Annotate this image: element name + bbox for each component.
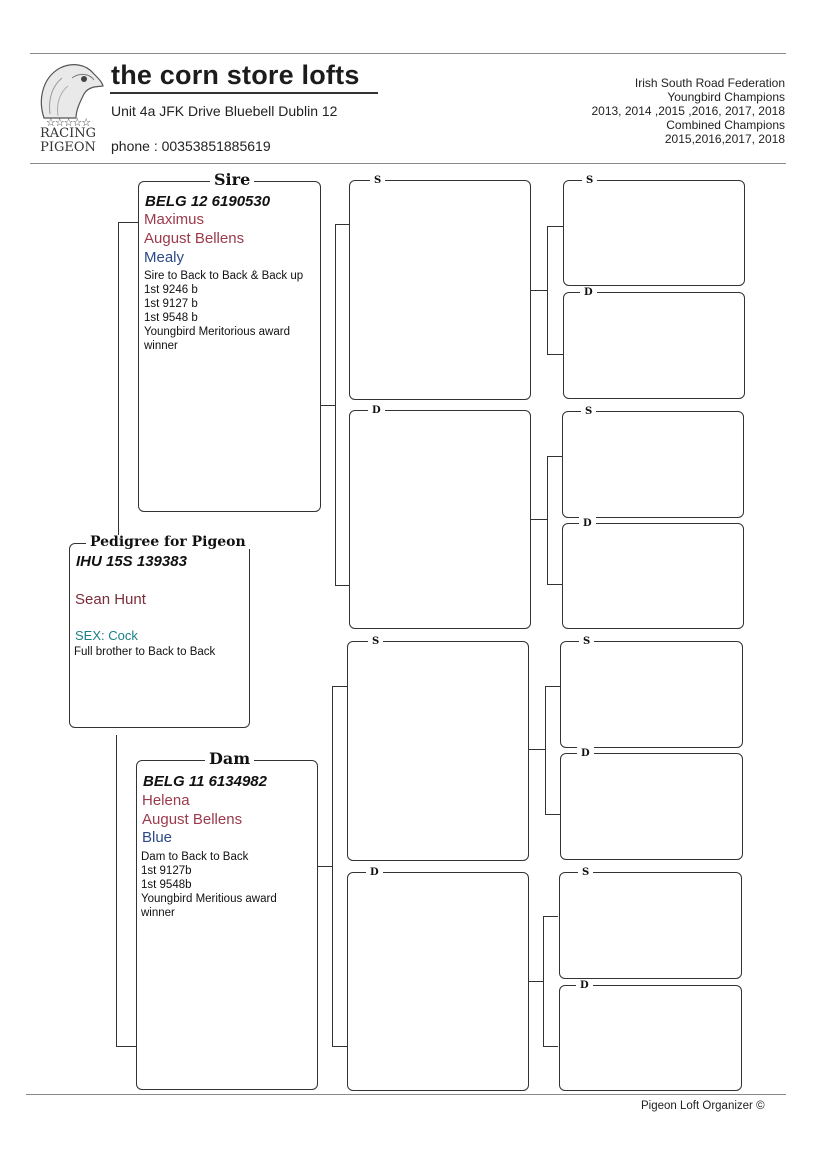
connector [531, 290, 547, 291]
connector [543, 916, 544, 1046]
achievements [485, 76, 785, 146]
logo-line2: PIGEON [40, 140, 96, 155]
connector [545, 686, 546, 814]
ss-sire-tag: S [582, 174, 597, 188]
dam-sire-card [347, 641, 529, 861]
ss-dam-tag: D [580, 286, 597, 300]
dd-dam-tag: D [576, 979, 593, 993]
ss-dam-card [563, 292, 745, 399]
dam-note-line: 1st 9127b [141, 865, 192, 877]
dam-breeder: August Bellens [142, 811, 243, 828]
ds-dam-card [560, 753, 743, 860]
achievement-line: Youngbird Champions [667, 90, 785, 104]
sire-name: Maximus [144, 211, 205, 228]
sire-note-line: Sire to Back to Back & Back up [144, 270, 304, 282]
dd-sire-card [559, 872, 742, 979]
connector [332, 1046, 347, 1047]
footer-credit: Pigeon Loft Organizer © [641, 1100, 765, 1112]
ds-dam-tag: D [577, 747, 594, 761]
sd-sire-tag: S [581, 405, 596, 419]
connector [529, 749, 545, 750]
achievement-line: 2013, 2014 ,2015 ,2016, 2017, 2018 [591, 104, 785, 118]
sire-note-line: 1st 9548 b [144, 312, 198, 324]
loft-address: Unit 4a JFK Drive Bluebell Dublin 12 [111, 103, 338, 119]
sire-note-line: Youngbird Meritorious award [144, 326, 290, 338]
connector [118, 222, 119, 544]
sire-label: Sire [210, 173, 254, 187]
sire-note-line: winner [144, 340, 178, 352]
subject-note: Full brother to Back to Back [74, 646, 216, 658]
connector [531, 519, 547, 520]
dam-dam-tag: D [366, 866, 383, 880]
connector [116, 1046, 136, 1047]
connector [547, 456, 562, 457]
dam-notes [141, 850, 317, 920]
sire-card [138, 181, 321, 512]
subject-owner: Sean Hunt [75, 591, 146, 608]
sd-sire-card [562, 411, 744, 518]
header-top-rule [30, 53, 786, 54]
connector [118, 222, 138, 223]
loft-name-underline [110, 92, 378, 94]
footer-rule [26, 1094, 786, 1095]
connector [335, 585, 349, 586]
dd-sire-tag: S [578, 866, 593, 880]
loft-name: the corn store lofts [111, 60, 360, 90]
logo-stars: ☆☆☆☆☆ [45, 116, 91, 129]
ss-sire-card [563, 180, 745, 286]
connector [529, 981, 543, 982]
connector [332, 686, 347, 687]
racing-pigeon-logo [32, 60, 104, 156]
connector [335, 224, 349, 225]
connector [321, 405, 335, 406]
achievement-line: Combined Champions [666, 118, 785, 132]
dam-note-line: winner [141, 907, 175, 919]
connector [545, 686, 560, 687]
dam-note-line: Dam to Back to Back [141, 851, 249, 863]
dam-ring-number: BELG 11 6134982 [143, 773, 267, 790]
dam-note-line: Youngbird Meritious award [141, 893, 277, 905]
pigeon-head-icon [32, 60, 104, 120]
connector [543, 916, 558, 917]
dam-note-line: 1st 9548b [141, 879, 192, 891]
connector [116, 735, 117, 1047]
connector [545, 814, 560, 815]
sd-dam-card [562, 523, 744, 629]
sire-note-line: 1st 9246 b [144, 284, 198, 296]
dam-dam-card [347, 872, 529, 1091]
connector [547, 584, 562, 585]
ds-sire-card [560, 641, 743, 748]
sire-notes [144, 269, 320, 353]
connector [547, 354, 563, 355]
header-bottom-rule [30, 163, 786, 164]
dam-name: Helena [142, 792, 190, 809]
subject-sex: SEX: Cock [75, 628, 138, 643]
sire-dam-tag: D [368, 404, 385, 418]
connector [547, 456, 548, 584]
subject-title: Pedigree for Pigeon [86, 535, 250, 549]
connector [543, 1046, 558, 1047]
sire-dam-card [349, 410, 531, 629]
logo-line1: RACING [39, 126, 97, 141]
connector [332, 686, 333, 1047]
connector [547, 226, 563, 227]
sire-colour: Mealy [144, 249, 185, 266]
dam-label: Dam [205, 752, 254, 766]
dam-colour: Blue [142, 829, 173, 846]
sire-sire-card [349, 180, 531, 400]
loft-phone: phone : 00353851885619 [111, 138, 271, 154]
sire-breeder: August Bellens [144, 230, 245, 247]
sire-note-line: 1st 9127 b [144, 298, 198, 310]
achievement-line: Irish South Road Federation [634, 76, 785, 90]
achievement-line: 2015,2016,2017, 2018 [664, 132, 785, 146]
subject-pigeon-card [69, 543, 250, 728]
subject-ring-number: IHU 15S 139383 [76, 553, 187, 570]
connector [318, 866, 332, 867]
sire-sire-tag: S [370, 174, 385, 188]
dam-sire-tag: S [368, 635, 383, 649]
connector [547, 226, 548, 354]
sire-ring-number: BELG 12 6190530 [145, 193, 271, 210]
connector [335, 224, 336, 586]
sd-dam-tag: D [579, 517, 596, 531]
ds-sire-tag: S [579, 635, 594, 649]
dd-dam-card [559, 985, 742, 1091]
dam-card [136, 760, 318, 1090]
